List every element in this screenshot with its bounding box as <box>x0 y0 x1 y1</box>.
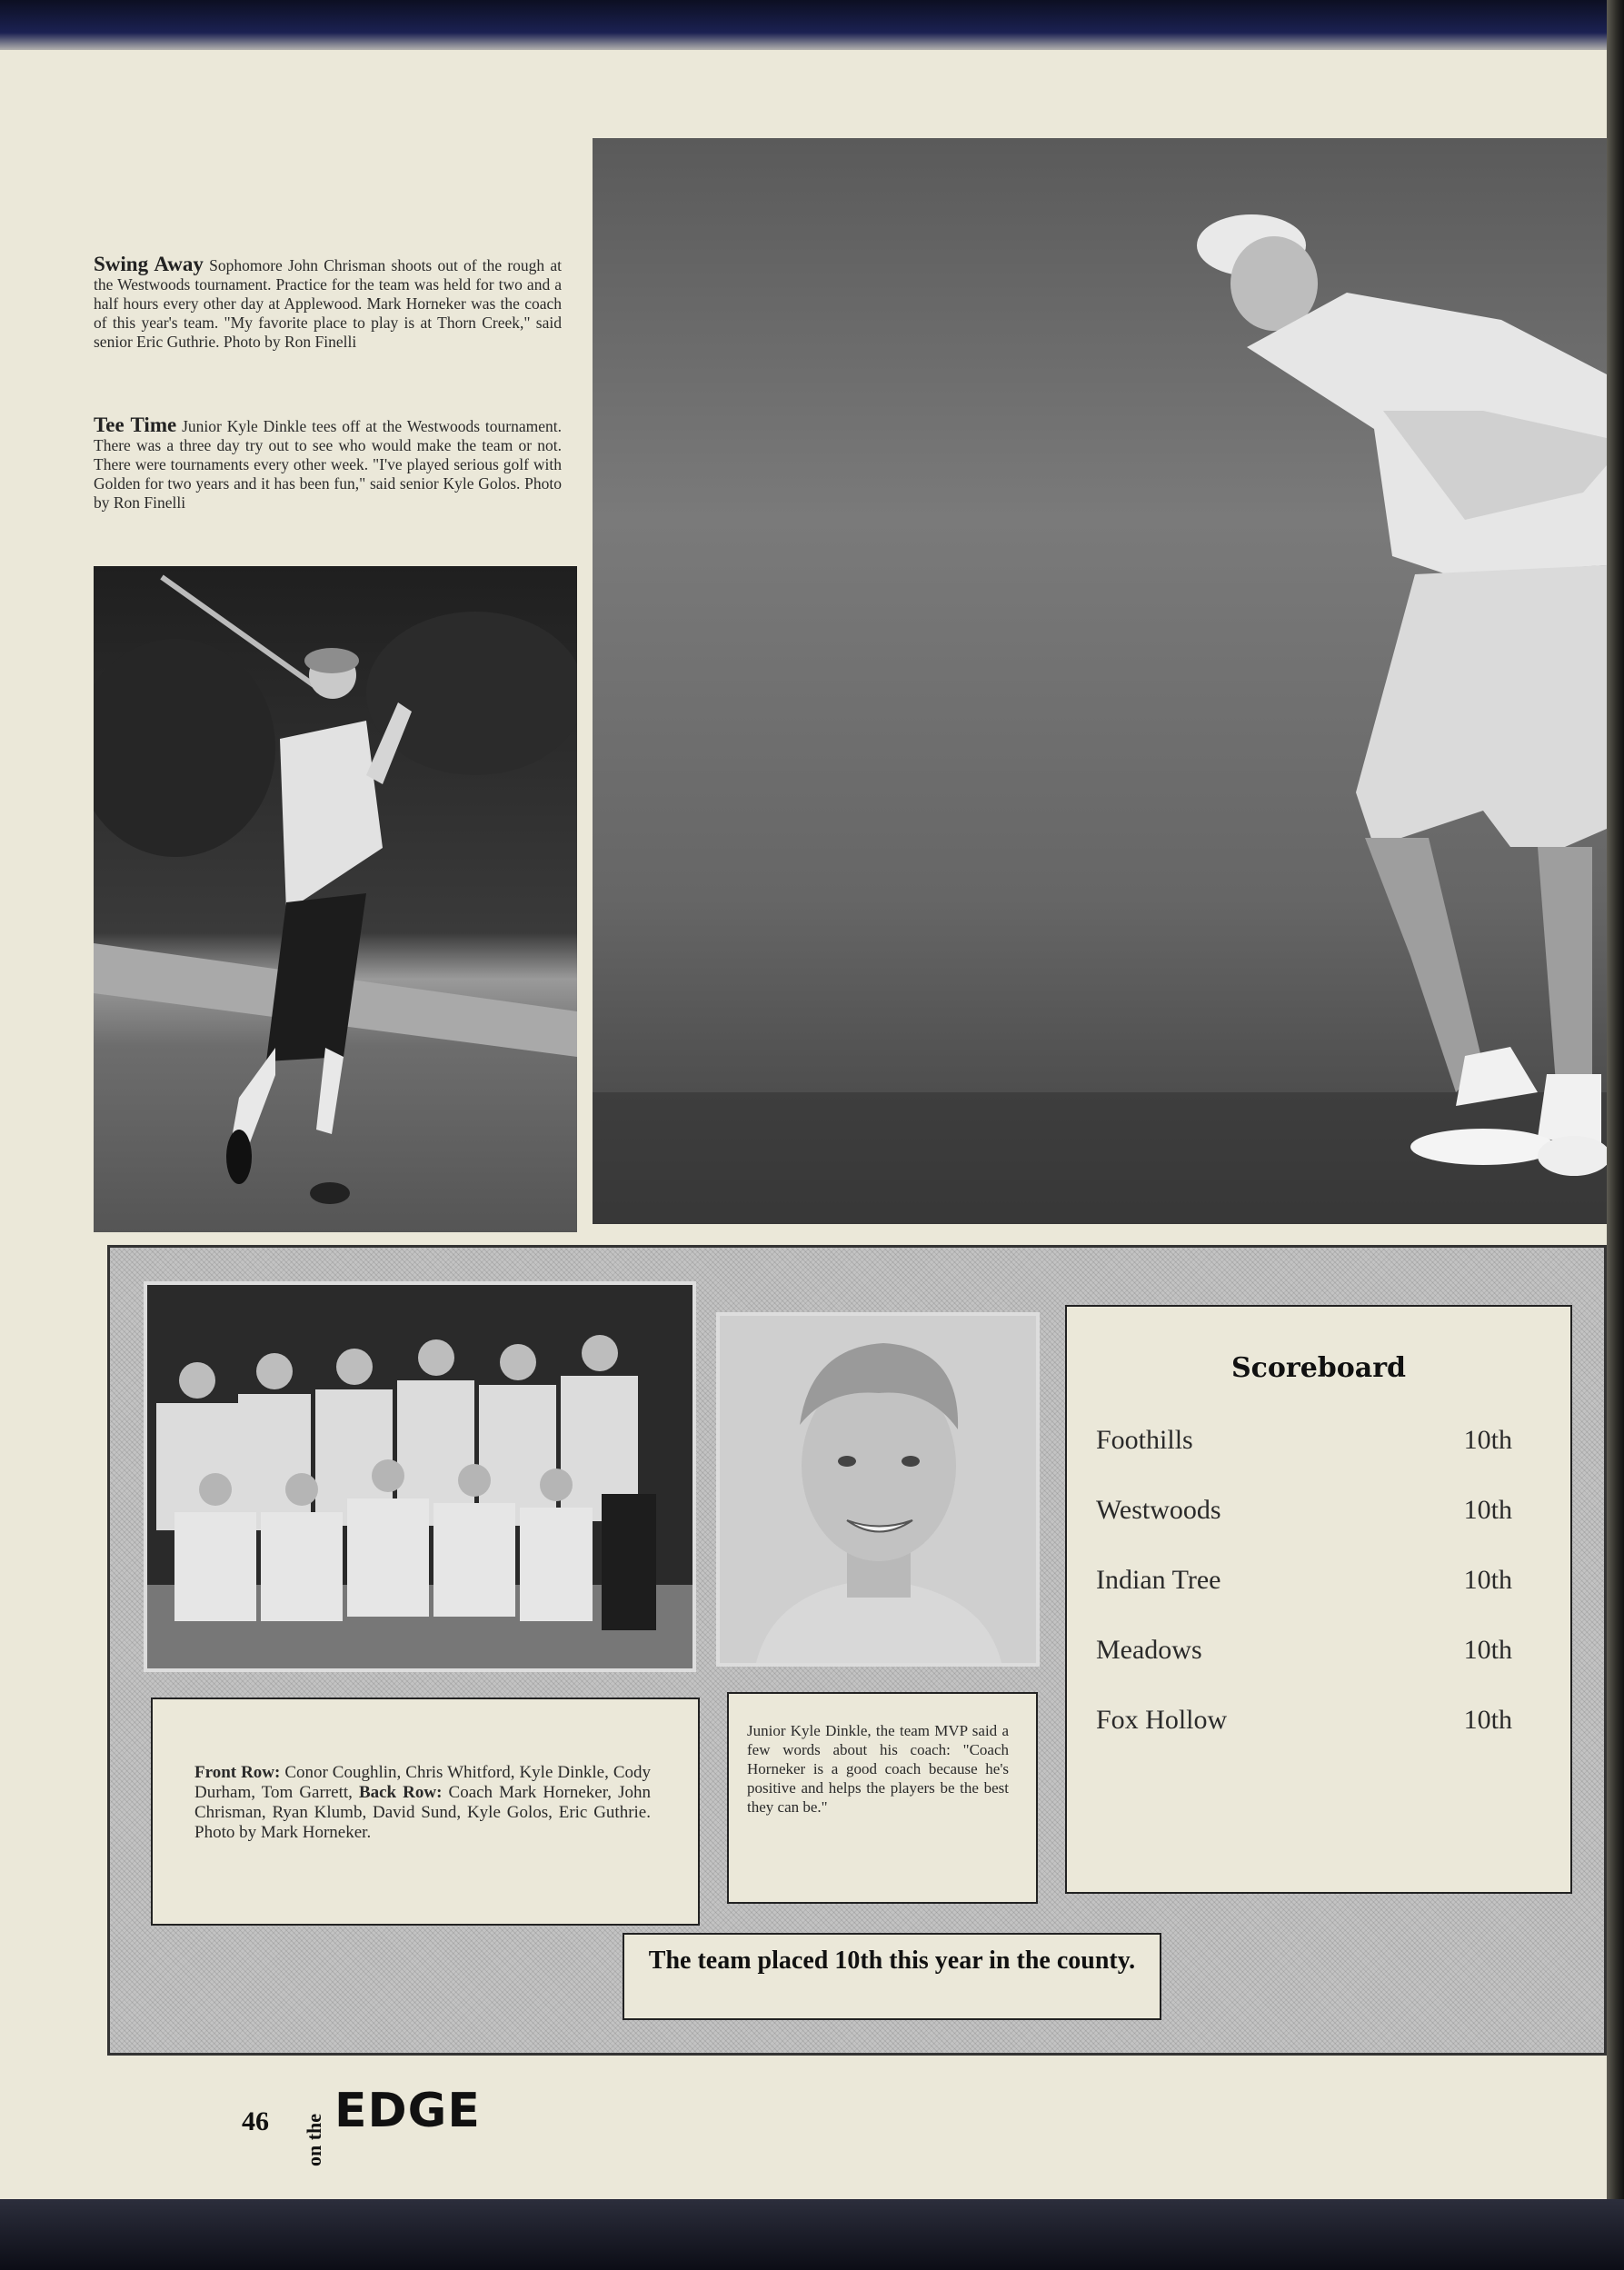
event-name: Meadows <box>1096 1635 1202 1665</box>
mvp-caption-box <box>727 1692 1038 1904</box>
back-row-names: Coach Mark Horneker, John Chrisman, Ryan Klumb, David Sund, Kyle Golos, Eric Guthrie. Photo by Mark Horneker. <box>194 1783 651 1842</box>
scoreboard-row <box>1096 1495 1512 1526</box>
team-caption-box <box>151 1698 700 1926</box>
scoreboard-row <box>1096 1425 1512 1456</box>
back-row-label: Back Row: <box>358 1783 443 1802</box>
scan-bottom-edge <box>0 2199 1624 2270</box>
caption-swing-away <box>94 254 562 352</box>
front-row-label: Front Row: <box>194 1763 281 1782</box>
scan-top-edge <box>0 0 1624 55</box>
page-number: 46 <box>242 2106 269 2136</box>
team-caption <box>194 1763 651 1843</box>
event-place: 10th <box>1463 1495 1512 1525</box>
photo-team <box>144 1281 696 1672</box>
scoreboard-row <box>1096 1705 1512 1736</box>
mvp-caption: Junior Kyle Dinkle, the team MVP said a few words about his coach: "Coach Horneker is a good coach because he's positive and helps the players be the best they can be." <box>747 1722 1009 1816</box>
photo-swing-away <box>593 138 1607 1224</box>
caption-title: Swing Away <box>94 253 204 275</box>
logo-edge: EDGE <box>334 2084 481 2138</box>
scoreboard-row <box>1096 1635 1512 1666</box>
event-name: Fox Hollow <box>1096 1705 1228 1735</box>
book-spine <box>1607 0 1624 2270</box>
event-name: Foothills <box>1096 1425 1193 1455</box>
logo-on-the <box>303 2105 326 2168</box>
event-place: 10th <box>1463 1635 1512 1665</box>
photo-mvp-portrait <box>716 1312 1040 1667</box>
caption-title: Tee Time <box>94 413 177 436</box>
event-name: Westwoods <box>1096 1495 1221 1525</box>
event-place: 10th <box>1463 1705 1512 1735</box>
caption-text: Sophomore John Chrisman shoots out of the rough at the Westwoods tournament. Practice for the team was held for two and a half hours every other day at Applewood. Mark Horneker was the coach of this year's team. "My favorite place to play is at Thorn Creek," said senior Eric Guthrie. Photo by Ron Finelli <box>94 256 563 351</box>
scoreboard-title: Scoreboard <box>1230 1352 1407 1384</box>
event-place: 10th <box>1463 1425 1512 1455</box>
photo-tee-time <box>94 566 577 1232</box>
scoreboard-row <box>1096 1565 1512 1596</box>
summary-box: The team placed 10th this year in the county. <box>623 1933 1161 2020</box>
scoreboard-box <box>1065 1305 1572 1894</box>
front-row-names: Conor Coughlin, Chris Whitford, Kyle Dinkle, Cody Durham, Tom Garrett, <box>194 1763 651 1802</box>
event-place: 10th <box>1463 1565 1512 1595</box>
event-name: Indian Tree <box>1096 1565 1221 1595</box>
logo-small-text: on the <box>303 2113 325 2166</box>
caption-text: Junior Kyle Dinkle tees off at the Westwoods tournament. There was a three day try out to see who would make the team or not. There were tournaments every other week. "I've played serious golf with Golden for two years and it has been fun," said senior Kyle Golos. Photo by Ron Finelli <box>94 417 562 512</box>
caption-tee-time <box>94 415 562 513</box>
